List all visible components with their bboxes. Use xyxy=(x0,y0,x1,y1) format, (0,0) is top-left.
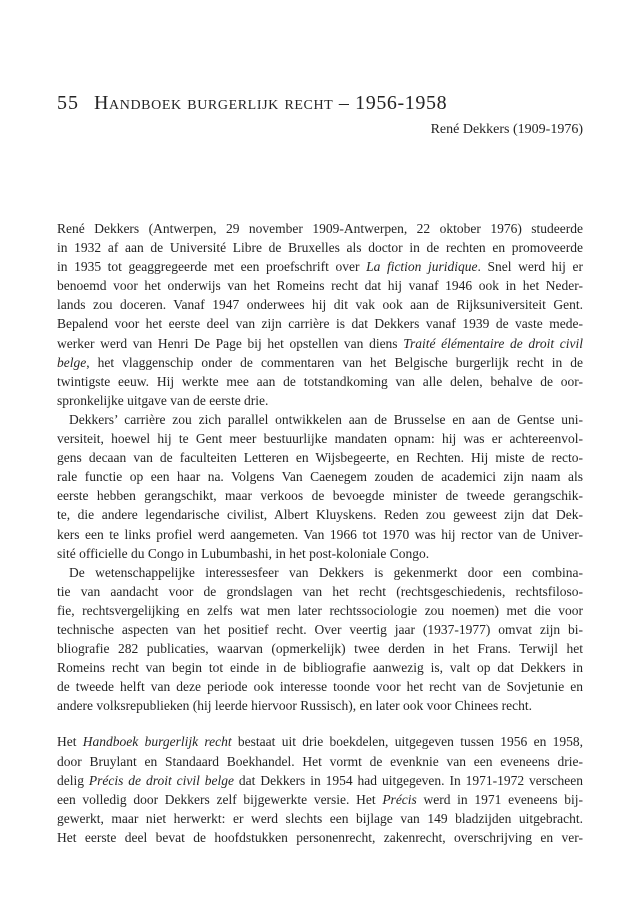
text-line: te, die andere legendarische civilist, Albert Kluyskens. Reden zou geweest zijn dat Dek- xyxy=(57,507,583,523)
text-line: belge, het vlaggenschip onder de commentaren van het Belgische burgerlijk recht in de xyxy=(57,354,583,370)
paragraph xyxy=(57,219,583,410)
chapter-title: Handboek burgerlijk recht – 1956-1958 xyxy=(94,92,448,114)
text-line: de tweede helft van deze periode ook interesse toonde voor het recht van de Sovjetunie en xyxy=(57,679,583,695)
text-line: bliografie 282 publicaties, waarvan (opmerkelijk) twee derden in het Frans. Terwijl het xyxy=(57,641,583,657)
text-line: tie van aandacht voor de grondslagen van het recht (rechtsgeschiedenis, rechtsfiloso- xyxy=(57,583,583,599)
text-line: rale functie op een haar na. Volgens Van Caenegem zouden de academici zijn naam als xyxy=(57,469,583,485)
text-line: eerste hebben gerangschikt, maar verkoos de bevoegde minister de tweede gerangschik- xyxy=(57,488,583,504)
text-line: Het Handboek burgerlijk recht bestaat uit drie boekdelen, uitgegeven tussen 1956 en 1958, xyxy=(57,734,583,750)
text-line: benoemd voor het onderwijs van het Romeins recht dat hij vanaf 1946 ook in het Neder- xyxy=(57,278,583,294)
text-line: Het eerste deel bevat de hoofdstukken personenrecht, zakenrecht, overschrijving en ver- xyxy=(57,829,583,845)
text-line: gens decaan van de faculteiten Letteren en Wijsbegeerte, en Rechten. Hij miste de recto- xyxy=(57,450,583,466)
text-line: versiteit, hoewel hij te Gent meer bestuurlijke mandaten opnam: hij was er achtereenvol- xyxy=(57,431,583,447)
text-line: een volledig door Dekkers zelf bijgewerkte versie. Het Précis werd in 1971 eveneens bij- xyxy=(57,791,583,807)
text-line: De wetenschappelijke interessesfeer van Dekkers is gekenmerkt door een combina- xyxy=(69,564,583,580)
paragraph xyxy=(57,732,583,847)
text-line: technische aspecten van het positief recht. Over veertig jaar (1937-1977) omvat zijn bi- xyxy=(57,621,583,637)
paragraph xyxy=(57,410,583,563)
text-line: René Dekkers (Antwerpen, 29 november 1909-Antwerpen, 22 oktober 1976) studeerde xyxy=(57,221,583,236)
text-line: andere volksrepublieken (hij leerde hiervoor Russisch), en later ook voor Chinees recht. xyxy=(57,698,532,714)
text-line: Bepalend voor het eerste deel van zijn carrière is dat Dekkers vanaf 1939 de vaste mede- xyxy=(57,316,583,332)
chapter-number: 55 xyxy=(57,92,79,114)
text-line: Romeins recht van begin tot einde in de bibliografie aanwezig is, valt op dat Dekkers in xyxy=(57,660,583,676)
paragraph xyxy=(57,563,583,716)
text-line: sité officielle du Congo in Lubumbashi, in het post-koloniale Congo. xyxy=(57,545,430,561)
byline: René Dekkers (1909-1976) xyxy=(430,122,583,137)
text-line: spronkelijke uitgave van de eerste drie. xyxy=(57,392,269,408)
text-line: in 1932 af aan de Université Libre de Bruxelles als doctor in de rechten en promoveerde xyxy=(57,240,583,256)
text-line: kers een te links profiel werd aangemeten. Van 1966 tot 1970 was hij rector van de Univer- xyxy=(57,526,583,542)
text-line: twintigste eeuw. Hij werkte mee aan de totstandkoming van alle delen, behalve de oor- xyxy=(57,373,583,389)
text-line: in 1935 tot geaggregeerde met een proefschrift over La fiction juridique. Snel werd hij er xyxy=(57,259,583,275)
body-text xyxy=(57,219,583,847)
chapter-heading xyxy=(57,92,447,115)
text-line: door Bruylant en Standaard Boekhandel. Het vormt de evenknie van een eveneens drie- xyxy=(57,753,583,769)
text-line: fie, rechtsvergelijking en zelfs wat men later rechtssociologie zou noemen) met die voor xyxy=(57,602,583,618)
text-line: delig Précis de droit civil belge dat Dekkers in 1954 had uitgegeven. In 1971-1972 verscheen xyxy=(57,772,583,788)
text-line: werker werd van Henri De Page bij het opstellen van diens Traité élémentaire de droit civil xyxy=(57,335,583,351)
text-line: lands zou doceren. Vanaf 1947 onderwees hij dit vak ook aan de Rijksuniversiteit Gent. xyxy=(57,297,583,313)
text-line: Dekkers’ carrière zou zich parallel ontwikkelen aan de Brusselse en aan de Gentse uni- xyxy=(69,411,583,427)
text-line: gewerkt, maar niet herwerkt: er werd slechts een bijlage van 149 bladzijden uitgebracht. xyxy=(57,810,583,826)
